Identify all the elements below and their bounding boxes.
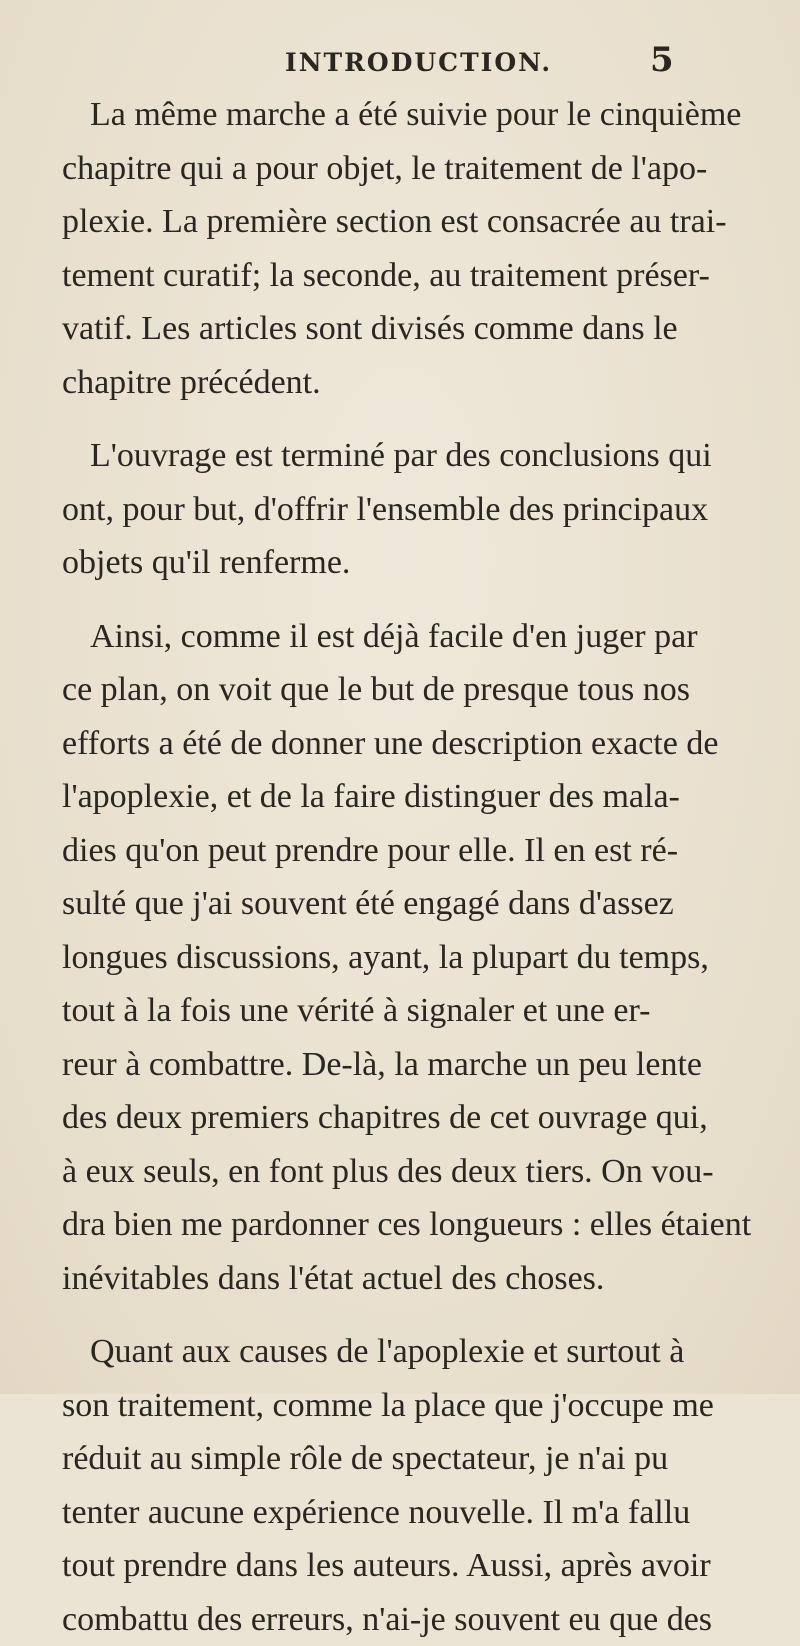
text-line: Quant aux causes de l'apoplexie et surtout à [62, 1325, 717, 1379]
text-line: son traitement, comme la place que j'occupe me [62, 1379, 717, 1433]
text-line: ce plan, on voit que le but de presque tous nos [62, 663, 717, 717]
page-number: 5 [650, 40, 674, 80]
text-line: tement curatif; la seconde, au traitement préser- [62, 249, 717, 303]
text-line: La même marche a été suivie pour le cinquième [62, 88, 717, 142]
text-line: tout prendre dans les auteurs. Aussi, après avoir [62, 1539, 717, 1593]
text-line: chapitre précédent. [62, 356, 717, 410]
text-line: L'ouvrage est terminé par des conclusions qui [62, 429, 717, 483]
text-line: réduit au simple rôle de spectateur, je n'ai pu [62, 1432, 717, 1486]
text-line: ont, pour but, d'offrir l'ensemble des principaux [62, 483, 717, 537]
text-line: objets qu'il renferme. [62, 536, 717, 590]
text-line: tenter aucune expérience nouvelle. Il m'a fallu [62, 1486, 717, 1540]
text-line: vatif. Les articles sont divisés comme dans le [62, 302, 717, 356]
page-body [62, 88, 717, 1646]
text-line: reur à combattre. De-là, la marche un peu lente [62, 1038, 717, 1092]
text-line: dra bien me pardonner ces longueurs : elles étaient [62, 1198, 717, 1252]
page-header [0, 28, 800, 78]
paragraph-3 [62, 610, 717, 1306]
text-line: des deux premiers chapitres de cet ouvrage qui, [62, 1091, 717, 1145]
text-line: inévitables dans l'état actuel des choses. [62, 1252, 717, 1306]
text-line: Ainsi, comme il est déjà facile d'en juger par [62, 610, 717, 664]
text-line: sulté que j'ai souvent été engagé dans d'assez [62, 877, 717, 931]
text-line: à eux seuls, en font plus des deux tiers. On vou- [62, 1145, 717, 1199]
text-line: l'apoplexie, et de la faire distinguer des mala- [62, 770, 717, 824]
running-title: INTRODUCTION. [285, 48, 552, 77]
paragraph-2 [62, 429, 717, 590]
text-line: plexie. La première section est consacrée au trai- [62, 195, 717, 249]
text-line: chapitre qui a pour objet, le traitement de l'apo- [62, 142, 717, 196]
text-line: combattu des erreurs, n'ai-je souvent eu que des [62, 1593, 717, 1646]
paragraph-4 [62, 1325, 717, 1646]
text-line: dies qu'on peut prendre pour elle. Il en est ré- [62, 824, 717, 878]
paragraph-1 [62, 88, 717, 409]
text-line: efforts a été de donner une description exacte de [62, 717, 717, 771]
text-line: tout à la fois une vérité à signaler et une er- [62, 984, 717, 1038]
text-line: longues discussions, ayant, la plupart du temps, [62, 931, 717, 985]
